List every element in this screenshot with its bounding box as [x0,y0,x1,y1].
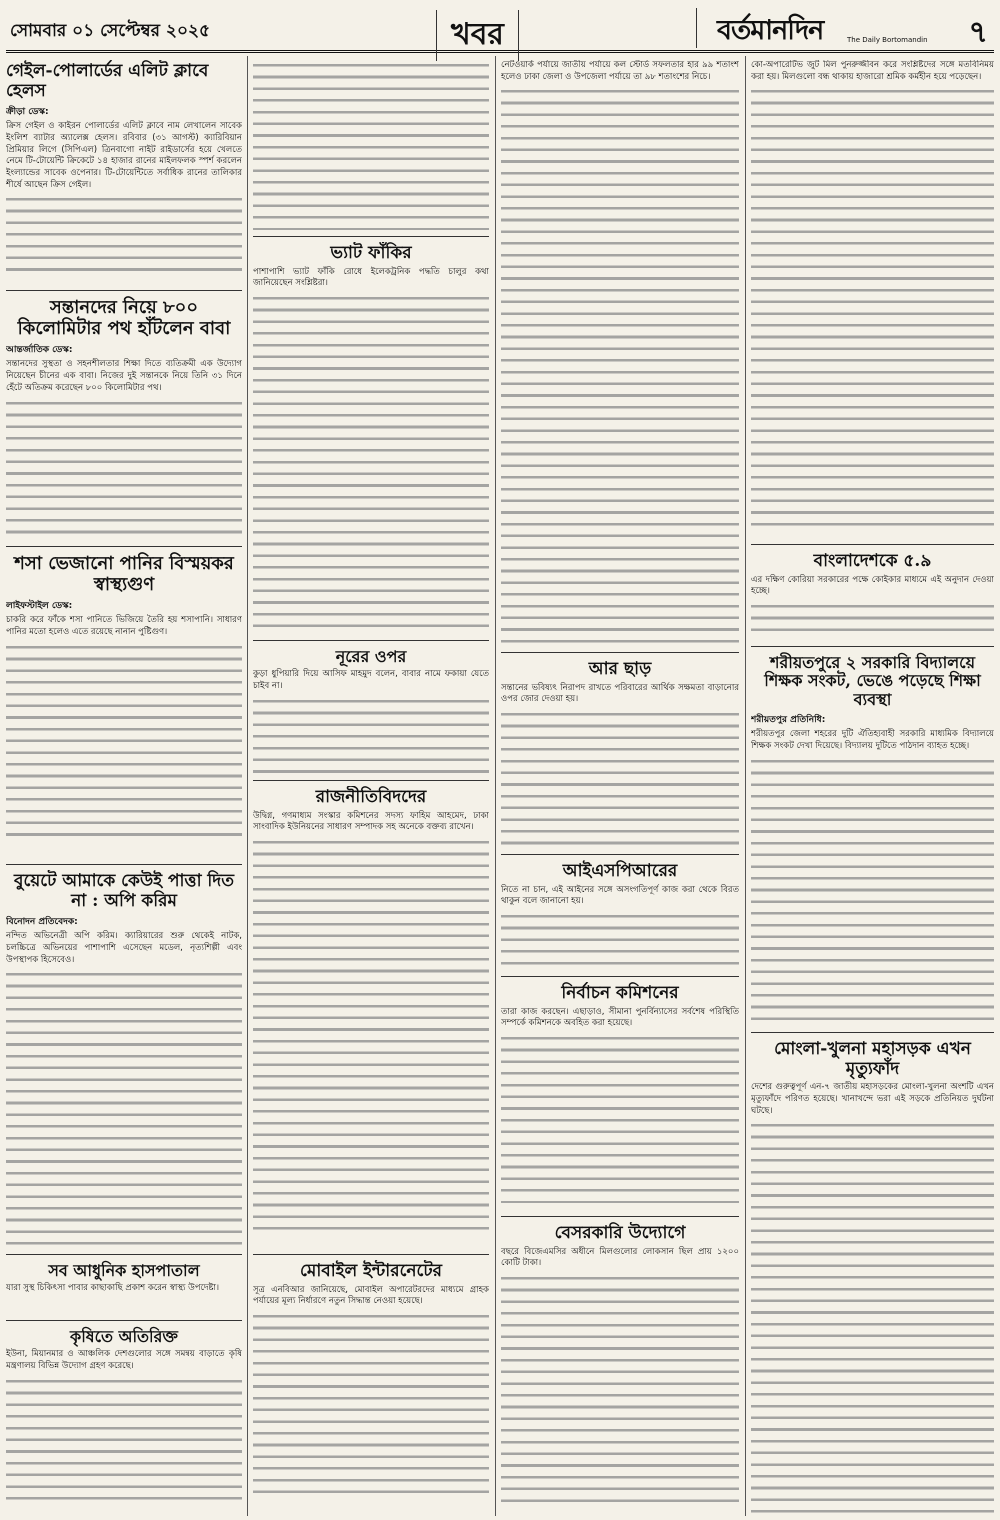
article-lead: শরীয়তপুর জেলা শহরের দুটি ঐতিহ্যবাহী সরকারি মাধ্যমিক বিদ্যালয়ে শিক্ষক সংকট দেখা দিয়েছে। বিদ্যালয় দুটিতে পাঠদান ব্যাহত হচ্ছে। [751,729,994,751]
article-shariatpur [751,652,994,1033]
article-lead: পাশাপাশি ভ্যাট ফাঁকি রোধে ইলেকট্রনিক পদ্ধতি চালুর কথা জানিয়েছেন সংশ্লিষ্টরা। [253,266,489,289]
article-mongla-khulna [751,1038,994,1516]
article-body [253,837,489,1237]
article-body [6,1376,242,1506]
article-headline: শসা ভেজানো পানির বিস্ময়কর স্বাস্থ্যগুণ [14,553,234,595]
article-jute-mills [751,60,994,545]
column-divider [495,56,496,1516]
article-body [501,86,739,646]
article-lead: নিতে না চান, এই আইনের সঙ্গে অসংগতিপূর্ণ কাজ করা থেকে বিরত থাকুন বলে জানানো হয়। [501,884,739,907]
page-number: ৭ [968,15,988,50]
article-body [253,293,489,633]
article-kicker: আন্তর্জাতিক ডেস্ক: [6,345,73,356]
article-headline: আর ছাড় [588,659,652,679]
article-lead: তারা কাজ করছেন। এছাড়াও, সীমানা পুনর্বিন্যাসের সর্বশেষ পরিস্থিতি সম্পর্কে কমিশনকে অবহিত করা হয়েছে। [501,1006,739,1029]
article-headline: বাংলাদেশকে ৫.৯ [813,551,932,571]
article-lead: চাকরি করে ফাঁকে শসা পানিতে ভিজিয়ে তৈরি হয় শসাপানি। সাধারণ পানির মতো হলেও এতে রয়েছে নানান পুষ্টিগুণ। [6,615,242,638]
article-lead: যারা সুস্থ চিকিৎসা পাবার কাছাকাছি প্রকাশ করেন স্বাস্থ্য উপদেষ্টা। [6,1283,220,1294]
article-body [6,398,242,538]
column-divider [247,56,248,1516]
article-kicker: বিনোদন প্রতিবেদক: [6,917,78,928]
article-body [751,601,994,637]
article-father [6,296,242,547]
article-kicker: ক্রীড়া ডেস্ক: [6,107,49,118]
article-kicker: শরীয়তপুর প্রতিনিধি: [751,715,826,726]
article-hospital [6,1260,242,1321]
brand-name: বর্তমানদিন [717,15,824,46]
article-bangladesh-grant [751,550,994,647]
article-lead: কুড়া ধুপিয়ারি দিয়ে আসিফ মাহমুদ বলেন, বাবার নামে ফকায়া যেতে চাইব না। [253,669,489,692]
article-body [6,194,242,274]
article-body [751,756,994,1026]
article-body [6,642,242,842]
article-headline: সন্তানদের নিয়ে ৮০০ কিলোমিটার পথ হাঁটলেন বাবা [17,297,231,339]
masthead [6,8,994,53]
article-headline: মোংলা-খুলনা মহাসড়ক এখন মৃত্যুফাঁদ [774,1039,971,1079]
article-headline: বুয়েটে আমাকে কেউই পাত্তা দিত না : অপি করিম [14,871,234,911]
article-body [501,709,739,849]
article-body [501,1273,739,1503]
article-body [253,1311,489,1501]
article-headline: রাজনীতিবিদদের [315,787,427,807]
article-vat [253,242,489,641]
article-body [6,969,242,1249]
article-headline: গেইল-পোলার্ডের এলিট ক্লাবে হেলস [6,61,209,101]
article-ispr [501,860,739,977]
article-body [253,696,489,776]
article-nur [253,646,489,781]
brand-tagline: The Daily Bortomandin [847,36,928,44]
article-lead: সন্তানের ভবিষ্যৎ নিরাপদ রাখতে পরিবারের আর্থিক সক্ষমতা বাড়ানোর ওপর জোর দেওয়া হয়। [501,682,739,705]
article-headline: মোবাইল ইন্টারনেটের [299,1261,442,1281]
newspaper-logo [696,8,942,48]
article-lead: সূত্র এনবিআর জানিয়েছে, মোবাইল অপারেটরদের মাধ্যমে গ্রাহক পর্যায়ের মূল্য নির্ধারণে নতুন সিদ্ধান্ত নেওয়া হয়েছে। [253,1284,489,1307]
article-body [501,911,739,971]
article-lead: কো-অপারেটিভ জুট মিল পুনরুজ্জীবন করে সংশ্লিষ্টদের সঙ্গে মতবিনিময় করা হয়। মিলগুলো বন্ধ থাকায় হাজারো শ্রমিক কর্মহীন হয়ে পড়েছেন। [751,60,994,82]
section-title: খবর [436,10,519,61]
article-headline: কৃষিতে অতিরিক্ত [70,1327,178,1346]
column-divider [745,56,746,1516]
article-lead: নন্দিত অভিনেত্রী অপি করিম। ক্যারিয়ারের শুরু থেকেই নাটক, চলচ্চিত্রে অভিনয়ের পাশাপাশি এসেছেন মডেল, নৃত্যশিল্পী এবং উপস্থাপক হিসেবেও। [6,931,242,965]
article-helens [6,60,242,291]
article-lead: ইউনা, মিয়ানমার ও আঞ্চলিক দেশগুলোর সঙ্গে সমন্বয় বাড়াতে কৃষি মন্ত্রণালয় বিভিন্ন উদ্যোগ গ্রহণ করেছে। [6,1349,242,1372]
article-body [501,1033,739,1203]
article-also-free [501,658,739,855]
article-headline: সব আধুনিক হাসপাতাল [48,1261,200,1280]
article-lead: উদ্বিগ্ন, গণমাধ্যম সংস্কার কমিশনের সদস্য ফাহিম আহমেদ, ঢাকা সাংবাদিক ইউনিয়নের সাধারণ সম্পাদক সহ অনেকে বক্তব্য রাখেন। [253,810,489,833]
article-lead: এর দক্ষিণ কোরিয়া সরকারের পক্ষে কোইকার মাধ্যমে এই অনুদান দেওয়া হচ্ছে। [751,574,994,597]
article-body [751,1120,994,1516]
article-headline: আইএসপিআরের [562,861,678,881]
article-headline: নির্বাচন কমিশনের [561,983,679,1003]
article-lead: বছরে বিজেএমসির অধীনে মিলগুলোর লোকসান ছিল প্রায় ১২০০ কোটি টাকা। [501,1246,739,1269]
article-headline: শরীয়তপুরে ২ সরকারি বিদ্যালয়ে শিক্ষক সংকট, ভেঙে পড়েছে শিক্ষা ব্যবস্থা [764,653,981,709]
article-lead: ক্রিস গেইল ও কাইরন পোলার্ডের এলিট ক্লাবে নাম লেখালেন সাবেক ইংলিশ ব্যাটার অ্যালেক্স হেলস। রবিবার (৩১ আগস্ট) ক্যারিবিয়ান প্রিমিয়ার লিগে (সিপিএল) ত্রিনবাগো নাইট রাইডার্সের হয়ে খেলতে নেমে টি-টোয়েন্টি ক্রিকেটে ১৪ হাজার রানের মাইলফলক স্পর্শ করলেন ইংল্যান্ডের সাবেক ওপেনার। টি-টোয়েন্টিতে সর্বাধিক রানের তালিকার শীর্ষে আছেন ক্রিস গেইল। [6,121,242,190]
issue-date: সোমবার ০১ সেপ্টেম্বর ২০২৫ [10,21,211,41]
article-jump-top [253,60,489,237]
article-opi-karim [6,870,242,1255]
article-network [501,60,739,653]
article-lead: সন্তানদের সুস্থতা ও সহনশীলতার শিক্ষা দিতে ব্যতিক্রমী এক উদ্যোগ নিয়েছেন চীনের এক বাবা। নিজের দুই সন্তানকে নিয়ে তিনি ৩১ দিনে হেঁটে অতিক্রম করেছেন ৮০০ কিলোমিটার পথ। [6,359,242,393]
article-agriculture [6,1326,242,1516]
article-body [751,86,994,526]
article-private-initiative [501,1222,739,1516]
article-kicker: লাইফস্টাইল ডেস্ক: [6,601,73,612]
article-headline: নূরের ওপর [335,647,407,666]
article-lead: দেশের গুরুত্বপূর্ণ এন-৭ জাতীয় মহাসড়কের মোংলা-খুলনা অংশটি এখন মৃত্যুফাঁদে পরিণত হয়েছে। খানাখন্দে ভরা এই সড়কে প্রতিনিয়ত দুর্ঘটনা ঘটছে। [751,1082,994,1116]
article-lead: নেটওয়ার্ক পর্যায়ে জাতীয় পর্যায়ে কল স্টোর্ড সফলতার হার ৯৯ শতাংশ হলেও ঢাকা জেলা ও উপজেলা পর্যায়ে তা ৯৮ শতাংশের নিচে। [501,60,739,82]
article-election-commission [501,982,739,1217]
article-mobile-internet [253,1260,489,1516]
article-headline: বেসরকারি উদ্যোগে [554,1223,686,1243]
article-cucumber [6,552,242,865]
article-body [253,60,489,230]
article-politicians [253,786,489,1255]
article-headline: ভ্যাট ফাঁকির [330,243,412,263]
